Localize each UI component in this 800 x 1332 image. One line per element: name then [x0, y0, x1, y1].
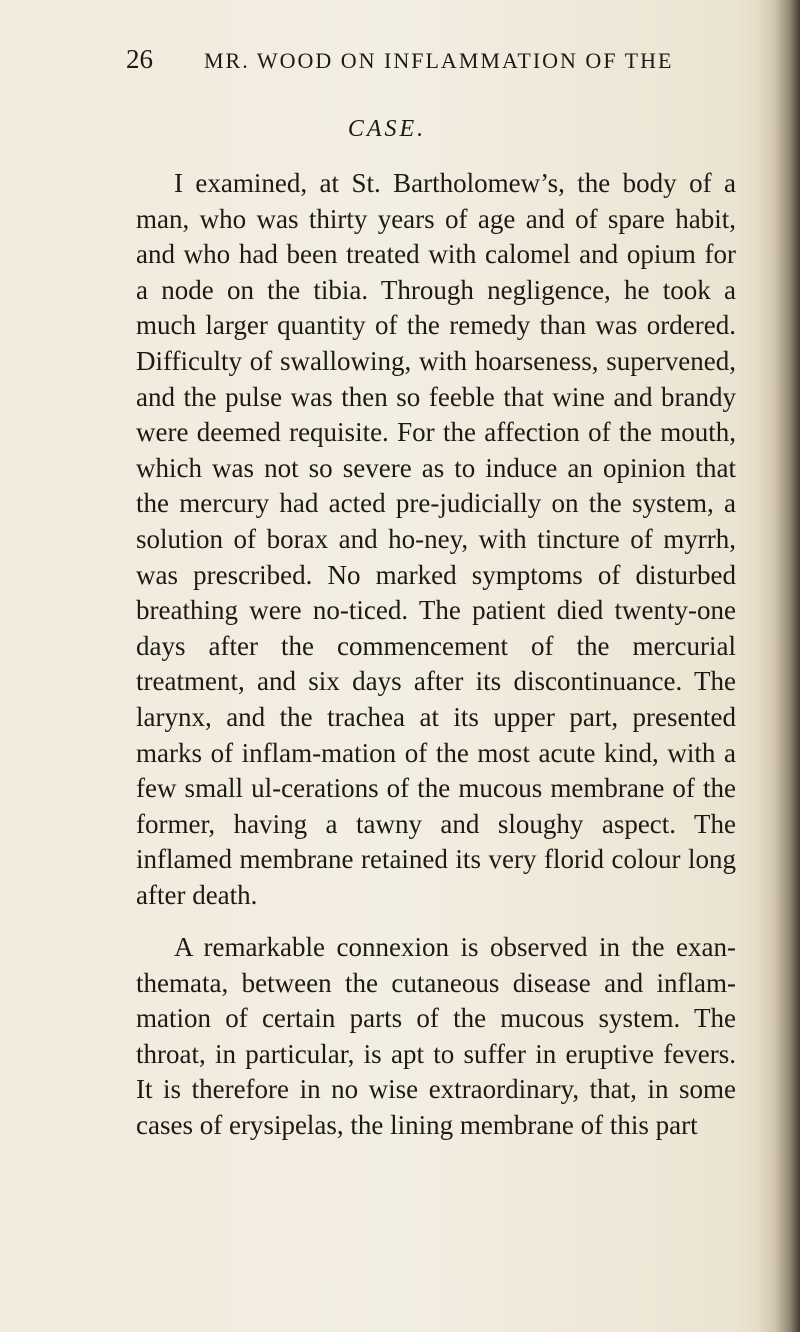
section-heading: CASE. [347, 116, 427, 142]
page-number: 26 [126, 44, 153, 74]
page-edge-shadow [758, 0, 800, 1332]
paragraph-case-description: I examined, at St. Bartholomew’s, the body of a man, who was thirty years of age and of spare habit, and who had been treated with calomel and opium for a node on the tibia. Through negligence, he took a much larger quantity of the remedy than was ordered. Difficulty of swallowing, with hoarseness, supervened, and the pulse was then so feeble that wine and brandy were deemed requisite. For the affection of the mouth, which was not so severe as to induce an opinion that the mercury had acted pre-judicially on the system, a solution of borax and ho-ney, with tincture of myrrh, was prescribed. No marked symptoms of disturbed breathing were no-ticed. The patient died twenty-one days after the commencement of the mercurial treatment, and six days after its discontinuance. The larynx, and the trachea at its upper part, presented marks of inflam-mation of the most acute kind, with a few small ul-cerations of the mucous membrane of the former, having a tawny and sloughy aspect. The inflamed membrane retained its very florid colour long after death. [136, 168, 736, 910]
paragraph-exanthemata: A remarkable connexion is observed in the exan-themata, between the cutaneous disease and inflam-mation of certain parts of the mucous system. The throat, in particular, is apt to suffer in eruptive fevers. It is therefore in no wise extraordinary, that, in some cases of erysipelas, the lining membrane of this part [136, 932, 736, 1140]
running-title: MR. WOOD ON INFLAMMATION OF THE [204, 48, 674, 73]
